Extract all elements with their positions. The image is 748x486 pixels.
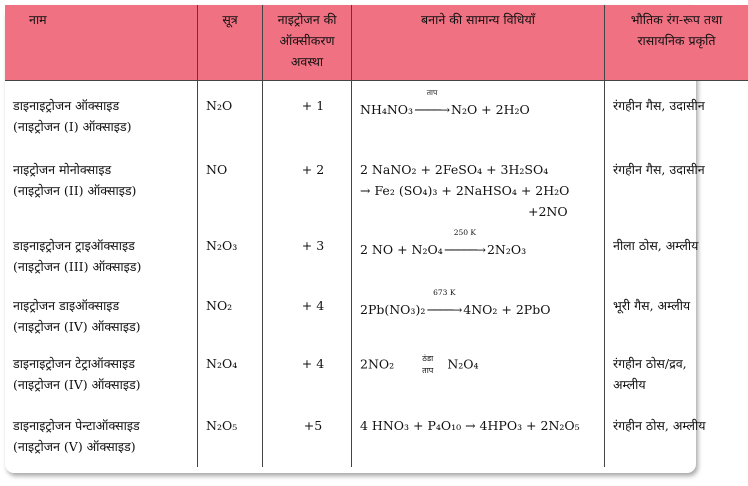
- preparation-method-cell: [352, 347, 605, 409]
- reaction-condition: 250 K: [453, 228, 476, 237]
- oxidation-state-cell: [263, 81, 352, 154]
- oxide-alt-name: (नाइट्रोजन (IV) ऑक्साइड): [13, 377, 141, 392]
- oxide-name-cell: [5, 229, 198, 289]
- properties-cell: रंगहीन गैस, उदासीन: [605, 153, 748, 229]
- products: N₂O₄: [447, 356, 479, 372]
- properties-cell: [605, 347, 748, 409]
- table-row: [5, 289, 748, 347]
- preparation-method-cell: [352, 289, 605, 347]
- header-properties: भौतिक रंग-रूप तथा रासायनिक प्रकृति: [605, 5, 748, 81]
- oxide-name: नाइट्रोजन मोनोक्साइड: [13, 162, 112, 177]
- table-row: [5, 81, 748, 154]
- oxide-alt-name: (नाइट्रोजन (II) ऑक्साइड): [13, 183, 137, 198]
- oxide-name: नाइट्रोजन डाइऑक्साइड: [13, 298, 120, 313]
- oxide-alt-name: (नाइट्रोजन (V) ऑक्साइड): [13, 439, 136, 454]
- products: N₂O + 2H₂O: [451, 102, 530, 117]
- header-preparation-methods: बनाने की सामान्य विधियाँ: [352, 5, 605, 81]
- table-row: [5, 347, 748, 409]
- reaction-condition: ताप: [426, 88, 438, 97]
- reaction-condition: 673 K: [433, 288, 456, 297]
- reaction-arrow: ताप ────→: [415, 88, 449, 117]
- condition-heat: ताप: [422, 366, 434, 375]
- formula-cell: NO: [198, 153, 263, 229]
- table-row: [5, 153, 748, 229]
- oxidation-state: + 4: [301, 356, 325, 371]
- oxide-name: डाइनाइट्रोजन ऑक्साइड: [13, 98, 120, 113]
- products: 4NO₂ + 2PbO: [463, 302, 551, 317]
- oxide-name: डाइनाइट्रोजन टेट्राऑक्साइड: [13, 356, 135, 371]
- oxide-name-cell: [5, 347, 198, 409]
- reactants: 2 NO + N₂O₄: [360, 242, 443, 257]
- reaction-arrow: 250 K ─────→: [444, 228, 485, 257]
- oxide-name: डाइनाइट्रोजन ट्राइऑक्साइड: [13, 238, 135, 253]
- equation-line-3: +2NO: [528, 204, 568, 219]
- oxide-alt-name: (नाइट्रोजन (I) ऑक्साइड): [13, 119, 132, 134]
- oxide-name-cell: [5, 153, 198, 229]
- equation-line-2: → Fe₂ (SO₄)₃ + 2NaHSO₄ + 2H₂O: [360, 183, 570, 198]
- oxidation-state: + 3: [301, 238, 325, 253]
- properties-cell: नीला ठोस, अम्लीय: [605, 229, 748, 289]
- properties-cell: रंगहीन गैस, उदासीन: [605, 81, 748, 154]
- properties-cell: भूरी गैस, अम्लीय: [605, 289, 748, 347]
- properties-cell: रंगहीन ठोस, अम्लीय: [605, 409, 748, 467]
- oxidation-state: + 4: [301, 298, 325, 313]
- preparation-method-cell: 4 HNO₃ + P₄O₁₀ → 4HPO₃ + 2N₂O₅: [352, 409, 605, 467]
- oxidation-state: + 1: [301, 98, 325, 113]
- oxidation-state-cell: [263, 153, 352, 229]
- oxide-alt-name: (नाइट्रोजन (III) ऑक्साइड): [13, 259, 142, 274]
- formula-cell: N₂O₃: [198, 229, 263, 289]
- reactants: 2Pb(NO₃)₂: [360, 302, 426, 317]
- header-formula: सूत्र: [198, 5, 263, 81]
- reactants: 2NO₂: [360, 356, 395, 372]
- preparation-method-cell: [352, 81, 605, 154]
- properties-line-1: रंगहीन ठोस/द्रव,: [613, 356, 687, 371]
- formula-cell: N₂O₅: [198, 409, 263, 467]
- table-header-row: [5, 5, 748, 81]
- formula-cell: N₂O₄: [198, 347, 263, 409]
- formula-cell: NO₂: [198, 289, 263, 347]
- products: 2N₂O₃: [486, 242, 527, 257]
- preparation-method-cell: [352, 153, 605, 229]
- header-name: नाम: [5, 5, 198, 81]
- header-oxidation-state: नाइट्रोजन की ऑक्सीकरण अवस्था: [263, 5, 352, 81]
- oxidation-state-cell: [263, 289, 352, 347]
- oxide-name-cell: [5, 289, 198, 347]
- oxidation-state: +5: [303, 418, 323, 433]
- equation-line-1: 2 NaNO₂ + 2FeSO₄ + 3H₂SO₄: [360, 162, 549, 177]
- oxide-name-cell: [5, 409, 198, 467]
- properties-line-2: अम्लीय: [613, 377, 646, 392]
- oxidation-state-cell: [263, 409, 352, 467]
- oxide-name-cell: [5, 81, 198, 154]
- formula-cell: N₂O: [198, 81, 263, 154]
- oxidation-state-cell: [263, 229, 352, 289]
- oxidation-state-cell: [263, 347, 352, 409]
- condition-cold: ठंडा: [422, 354, 434, 363]
- equilibrium-conditions: [422, 353, 433, 377]
- table-row: [5, 229, 748, 289]
- nitrogen-oxides-table: [5, 5, 748, 467]
- reaction-arrow: 673 K ────→: [427, 288, 462, 317]
- oxides-table-frame: [5, 5, 723, 473]
- oxide-name: डाइनाइट्रोजन पेन्टाऑक्साइड: [13, 418, 140, 433]
- table-row: [5, 409, 748, 467]
- preparation-method-cell: [352, 229, 605, 289]
- oxidation-state: + 2: [301, 162, 325, 177]
- oxide-alt-name: (नाइट्रोजन (IV) ऑक्साइड): [13, 319, 141, 334]
- reactants: NH₄NO₃: [360, 102, 414, 117]
